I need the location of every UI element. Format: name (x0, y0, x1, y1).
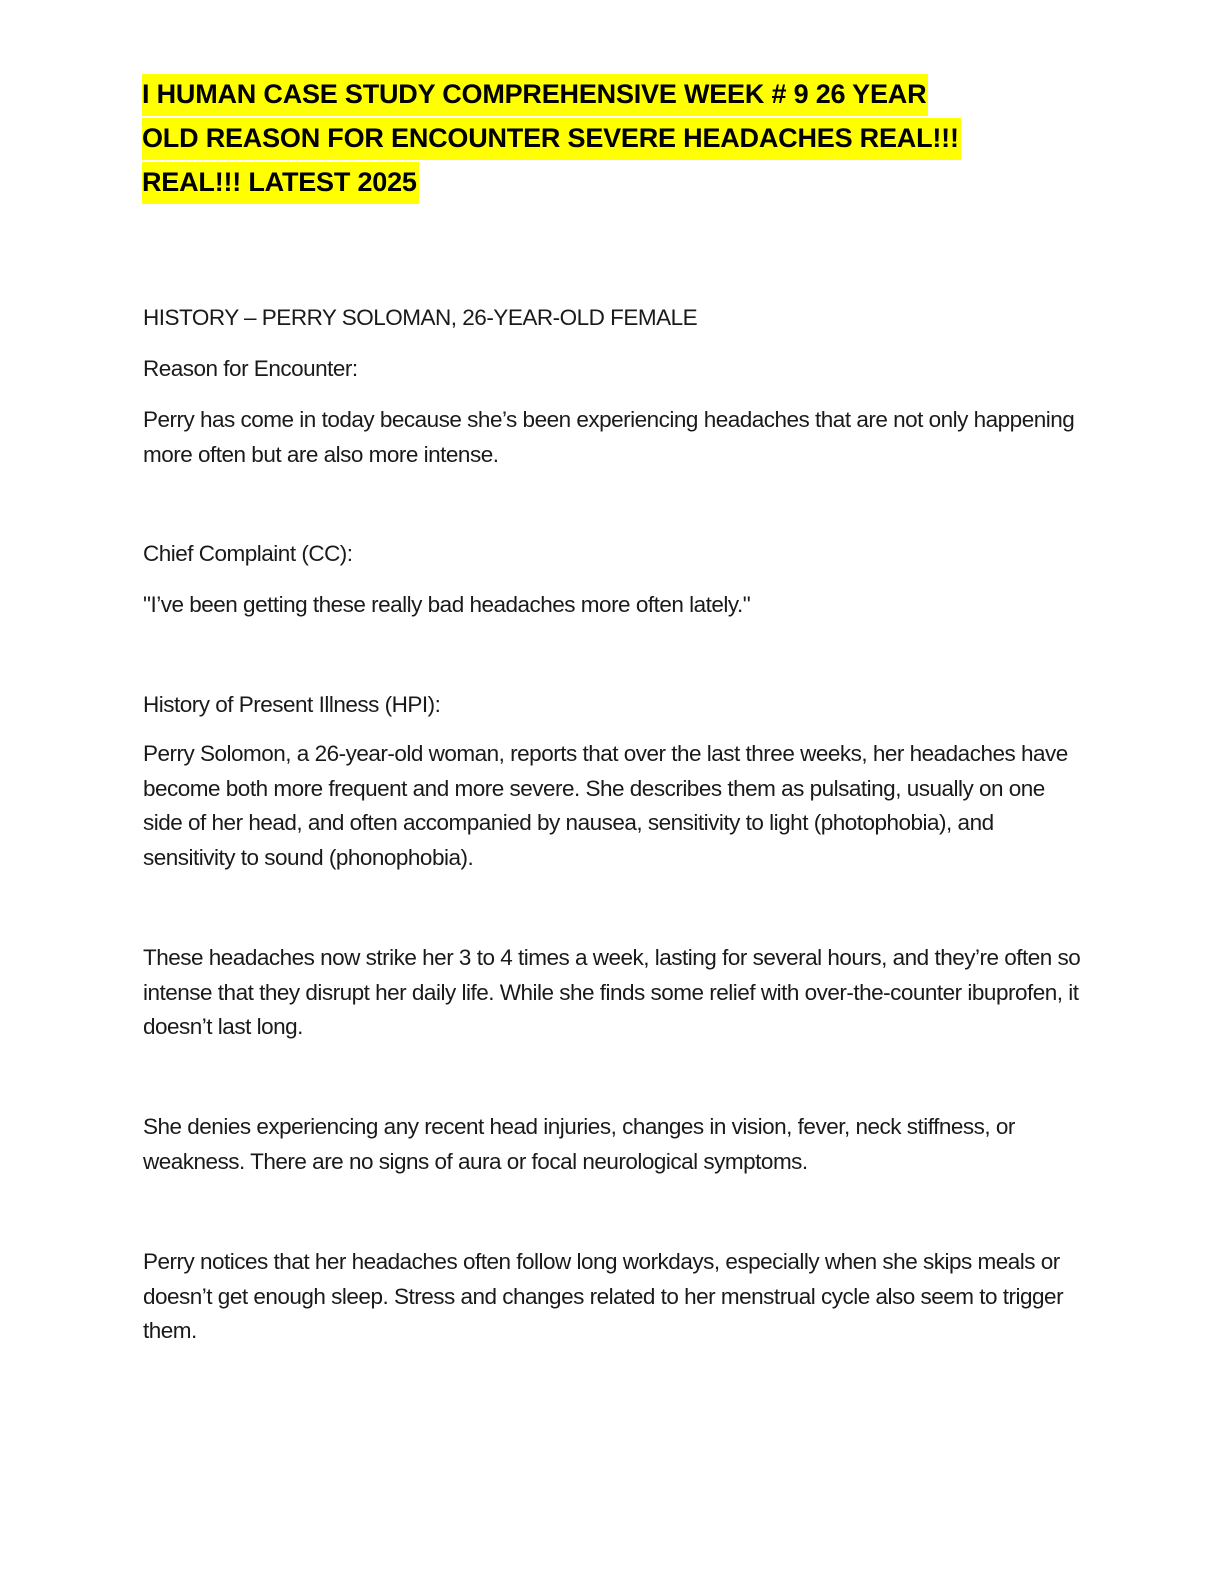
hpi-paragraph-4: Perry notices that her headaches often follow long workdays, especially when she skips meals or doesn’t get enough sleep. Stress and changes related to her menstrual cycle also seem to trigger them. (143, 1249, 1064, 1343)
hpi-paragraph-2: These headaches now strike her 3 to 4 times a week, lasting for several hours, and they’re often so intense that they disrupt her daily life. While she finds some relief with over-the-counter ibuprofen, it doesn’t last long. (143, 945, 1081, 1039)
hpi-label: History of Present Illness (HPI): (143, 692, 441, 717)
title-line-3: REAL!!! LATEST 2025 (142, 162, 419, 204)
cc-label: Chief Complaint (CC): (143, 541, 353, 566)
history-heading: HISTORY – PERRY SOLOMAN, 26-YEAR-OLD FEMALE (143, 305, 698, 330)
cc-text: "I’ve been getting these really bad headaches more often lately." (143, 592, 751, 617)
hpi-paragraph-1: Perry Solomon, a 26-year-old woman, reports that over the last three weeks, her headaches have become both more frequent and more severe. She describes them as pulsating, usually on one side of her head, and often accompanied by nausea, sensitivity to light (photophobia), and sensitivity to sound (phonophobia). (143, 741, 1068, 870)
hpi-paragraph-3: She denies experiencing any recent head injuries, changes in vision, fever, neck stiffness, or weakness. There are no signs of aura or focal neurological symptoms. (143, 1114, 1015, 1174)
reason-label: Reason for Encounter: (143, 356, 358, 381)
title-line-1: I HUMAN CASE STUDY COMPREHENSIVE WEEK # 9 26 YEAR (142, 74, 928, 116)
document-title (142, 74, 1042, 206)
reason-text: Perry has come in today because she’s been experiencing headaches that are not only happening more often but are also more intense. (143, 407, 1075, 467)
title-line-2: OLD REASON FOR ENCOUNTER SEVERE HEADACHES REAL!!! (142, 118, 961, 160)
